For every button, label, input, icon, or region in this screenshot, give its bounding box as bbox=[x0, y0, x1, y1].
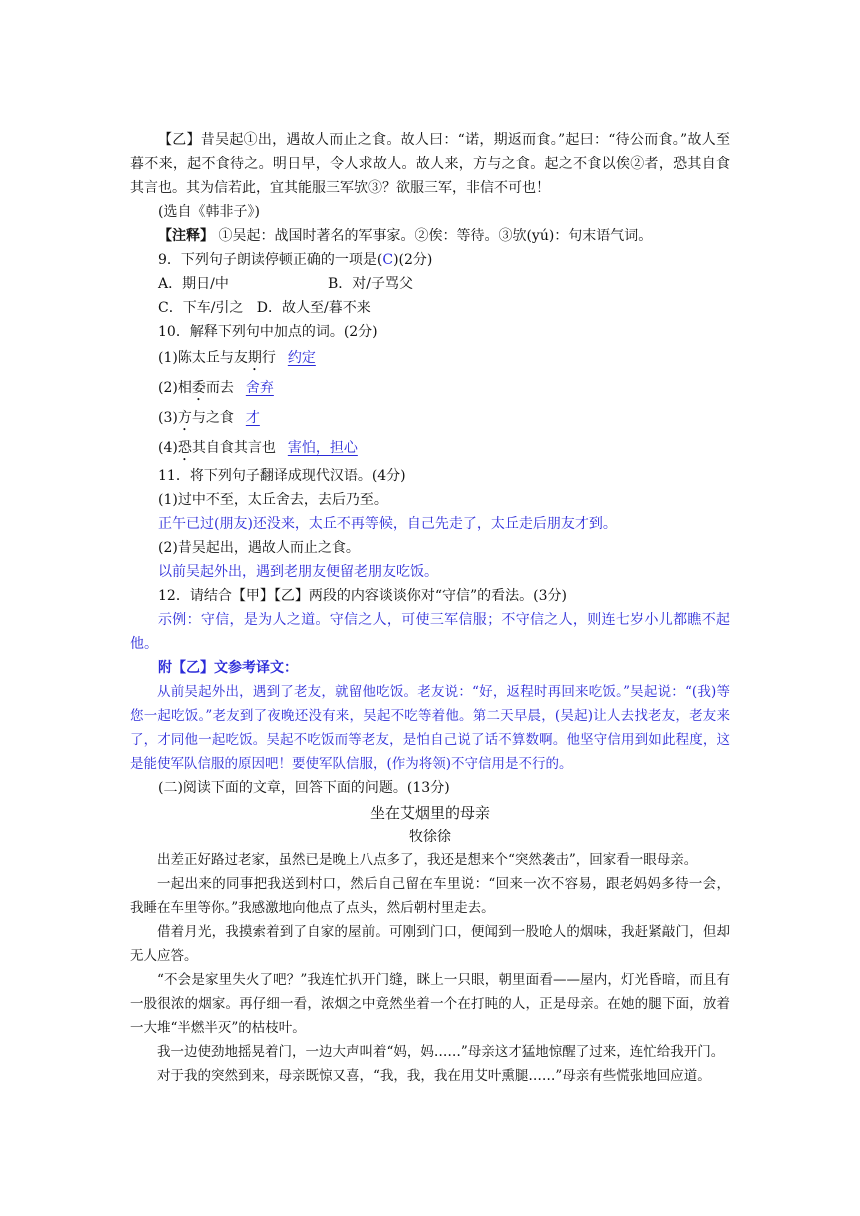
q11-sentence-1: (1)过中不至，太丘舍去，去后乃至。 bbox=[158, 492, 388, 508]
q10-item-1-dot-word: 期 bbox=[247, 350, 262, 366]
q9-option-c: C．下车/引之 bbox=[158, 300, 244, 316]
q10-item-4-post: 其自食其言也 bbox=[191, 440, 276, 456]
q10-stem: 10．解释下列句中加点的词。(2分) bbox=[158, 324, 378, 340]
q10-item-1 bbox=[130, 344, 730, 374]
q10-item-3-pre: (3) bbox=[158, 410, 178, 426]
appendix-translation: 从前吴起外出，遇到了老友，就留他吃饭。老友说：“好，返程时再回来吃饭。”吴起说：“(我)等您一起吃饭。”老友到了夜晚还没有来，吴起不吃等着他。第二天早晨，(吴起)让人去找老友，老友来了，才同他一起吃饭。吴起不吃饭而等老友，是怕自己说了话不算数啊。他坚守信用到如此程度，这是能使军队信服的原因吧！要使军队信服，(作为将领)不守信用是不行的。 bbox=[130, 684, 730, 772]
article-paragraph: “不会是家里失火了吧？”我连忙扒开门缝，眯上一只眼，朝里面看——屋内，灯光昏暗，而且有一股很浓的烟家。再仔细一看，浓烟之中竟然坐着一个在打盹的人，正是母亲。在她的腿下面，放着一大堆“半燃半灭”的枯枝叶。 bbox=[130, 972, 730, 1036]
q10-item-2-post: 而去 bbox=[205, 380, 234, 396]
q9-stem-prefix: 9．下列句子朗读停顿正确的一项是( bbox=[158, 252, 383, 268]
q10-item-2-dot-word: 委 bbox=[191, 380, 206, 396]
q10-item-1-pre: (1)陈太丘与友 bbox=[158, 350, 248, 366]
q12-stem: 12．请结合【甲】【乙】两段的内容谈谈你对“守信”的看法。(3分) bbox=[158, 588, 567, 604]
q10-item-1-answer: 约定 bbox=[287, 350, 316, 366]
passage-b-source: (选自《韩非子》) bbox=[158, 204, 260, 220]
q9-answer: C bbox=[382, 252, 394, 268]
q10-item-4-answer: 害怕，担心 bbox=[287, 440, 358, 456]
document-page bbox=[130, 128, 730, 1088]
article-paragraph: 一起出来的同事把我送到村口，然后自己留在车里说：“回来一次不容易，跟老妈妈多待一会，我睡在车里等你。”我感激地向他点了点头，然后朝村里走去。 bbox=[130, 876, 730, 916]
article-author: 牧徐徐 bbox=[409, 829, 451, 845]
q11-stem: 11．将下列句子翻译成现代汉语。(4分) bbox=[158, 468, 406, 484]
passage-b-notes bbox=[130, 224, 730, 248]
q12-answer: 示例：守信，是为人之道。守信之人，可使三军信服；不守信之人，则连七岁小儿都瞧不起他。 bbox=[130, 612, 730, 652]
q10-item-3-answer: 才 bbox=[245, 410, 260, 426]
q9-option-b: B．对/子骂父 bbox=[328, 276, 414, 292]
notes-label: 【注释】 bbox=[158, 228, 214, 244]
article-paragraph: 出差正好路过老家，虽然已是晚上八点多了，我还是想来个“突然袭击”，回家看一眼母亲。 bbox=[157, 852, 698, 868]
q9-options-row2 bbox=[130, 296, 730, 320]
q11-answer-2: 以前吴起外出，遇到老朋友便留老朋友吃饭。 bbox=[158, 564, 438, 580]
q10-item-4 bbox=[130, 434, 730, 464]
q9-option-a: A．期日/中 bbox=[158, 276, 229, 292]
q10-item-4-pre: (4) bbox=[158, 440, 178, 456]
q11-answer-1: 正午已过(朋友)还没来，太丘不再等候，自己先走了，太丘走后朋友才到。 bbox=[158, 516, 617, 532]
q10-item-3-dot-word: 方 bbox=[177, 410, 192, 426]
q9-stem-suffix: )(2分) bbox=[393, 252, 433, 268]
notes-text: ①吴起：战国时著名的军事家。②俟：等待。③欤(yú)：句末语气词。 bbox=[218, 228, 653, 244]
article-paragraph: 我一边使劲地摇晃着门，一边大声叫着“妈，妈……”母亲这才猛地惊醒了过来，连忙给我开门。 bbox=[157, 1044, 725, 1060]
article-paragraph: 对于我的突然到来，母亲既惊又喜，“我，我，我在用艾叶熏腿……”母亲有些慌张地回应道。 bbox=[157, 1068, 711, 1084]
q9-option-d: D．故人至/暮不来 bbox=[256, 300, 371, 316]
q10-item-3-post: 与之食 bbox=[191, 410, 234, 426]
q10-item-3 bbox=[130, 404, 730, 434]
q9-options-row1 bbox=[130, 272, 730, 296]
appendix-label: 附【乙】文参考译文： bbox=[158, 660, 298, 676]
q11-sentence-2: (2)昔吴起出，遇故人而止之食。 bbox=[158, 540, 360, 556]
q10-item-2-answer: 舍弃 bbox=[245, 380, 274, 396]
q10-item-4-dot-word: 恐 bbox=[177, 440, 192, 456]
article-title: 坐在艾烟里的母亲 bbox=[369, 804, 490, 822]
q9-stem bbox=[130, 248, 730, 272]
q10-item-1-post: 行 bbox=[261, 350, 276, 366]
q10-item-2 bbox=[130, 374, 730, 404]
q10-item-2-pre: (2)相 bbox=[158, 380, 192, 396]
passage-b-text: 【乙】昔吴起①出，遇故人而止之食。故人曰：“诺，期返而食。”起曰：“待公而食。”故人至暮不来，起不食待之。明日早，令人求故人。故人来，方与之食。起之不食以俟②者，恐其自食其言也。其为信若此，宜其能服三军欤③？欲服三军，非信不可也！ bbox=[130, 132, 730, 196]
article-paragraph: 借着月光，我摸索着到了自家的屋前。可刚到门口，便闻到一股呛人的烟味，我赶紧敲门，但却无人应答。 bbox=[130, 924, 730, 964]
section2-heading: (二)阅读下面的文章，回答下面的问题。(13分) bbox=[158, 780, 450, 796]
